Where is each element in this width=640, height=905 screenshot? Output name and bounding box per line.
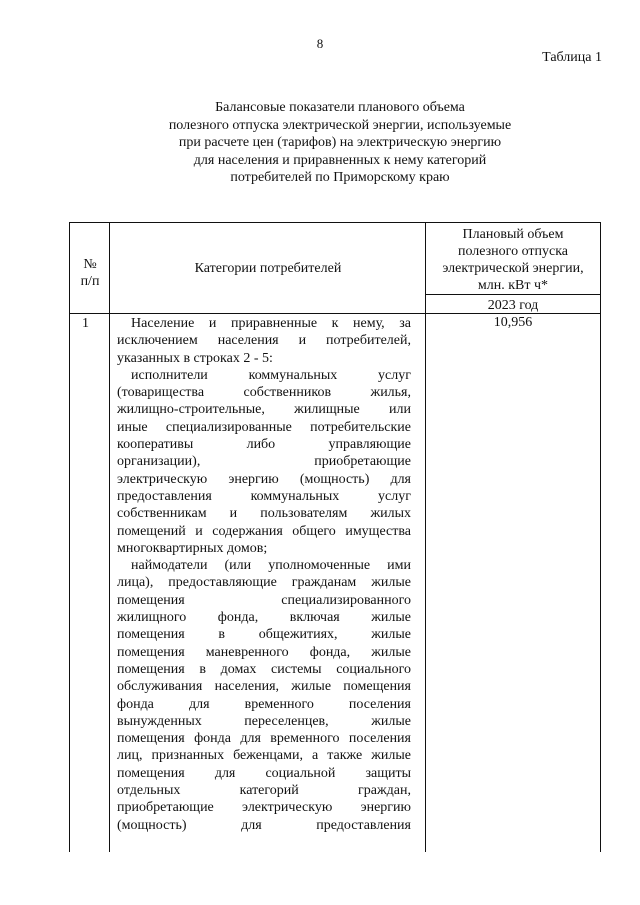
header-year: 2023 год <box>487 298 539 313</box>
text-line: (товарищества собственников жилья, <box>117 385 411 401</box>
balance-table <box>69 222 601 852</box>
text-line: Население и приравненные к нему, за <box>131 316 411 331</box>
text-line: фонда для временного поселения <box>117 696 411 712</box>
text-line: помещений и содержания общего имущества <box>117 523 411 539</box>
title-line: потребителей по Приморскому краю <box>230 170 450 185</box>
text-line: исполнители коммунальных услуг <box>131 367 411 383</box>
table-label: Таблица 1 <box>542 50 602 65</box>
text-line: помещения фонда для временного поселения <box>117 731 411 747</box>
text-line: жилищно-строительные, жилищные или <box>117 402 411 418</box>
header-category: Категории потребителей <box>194 261 342 276</box>
text-line: собственникам и пользователям жилых <box>117 506 411 522</box>
header-number: № п/п <box>80 257 100 289</box>
header-volume: Плановый объем полезного отпуска электрической энергии, млн. кВт ч* <box>442 227 584 293</box>
year-divider <box>426 294 600 295</box>
text-line: наймодатели (или уполномоченные ими <box>131 558 411 574</box>
text-line: приобретающие электрическую энергию <box>117 800 411 816</box>
page-number: 8 <box>316 36 324 51</box>
text-line: иные специализированные потребительские <box>117 419 411 435</box>
text-line: помещения в домах системы социального <box>117 661 411 677</box>
text-line: жилищного фонда, включая жилые <box>117 610 411 626</box>
title-line: для населения и приравненных к нему категорий <box>193 152 487 168</box>
column-divider <box>109 223 110 852</box>
document-title <box>120 99 560 187</box>
row-category-text <box>117 315 411 834</box>
text-line: помещения специализированного <box>117 592 411 608</box>
title-line: Балансовые показатели планового объема <box>215 100 465 115</box>
text-line: многоквартирных домов; <box>117 540 268 556</box>
title-line: полезного отпуска электрической энергии, используемые <box>168 117 512 133</box>
text-line: (мощность) для предоставления <box>117 817 411 833</box>
text-line: обслуживания населения, жилые помещения <box>117 679 411 695</box>
row-value: 10,956 <box>493 315 533 330</box>
row-number: 1 <box>82 316 89 331</box>
text-line: помещения для социальной защиты <box>117 765 411 781</box>
text-line: помещения в общежитиях, жилые <box>117 627 411 643</box>
text-line: указанных в строках 2 - 5: <box>117 350 273 366</box>
text-line: электрическую энергию (мощность) для <box>117 471 411 487</box>
text-line: исключением населения и потребителей, <box>117 333 411 349</box>
text-line: лица), предоставляющие гражданам жилые <box>117 575 411 591</box>
text-line: вынужденных переселенцев, жилые <box>117 713 411 729</box>
text-line: отдельных категорий граждан, <box>117 783 411 799</box>
text-line: кооперативы либо управляющие <box>117 437 411 453</box>
text-line: организации), приобретающие <box>117 454 411 470</box>
title-line: при расчете цен (тарифов) на электрическую энергию <box>178 135 502 150</box>
text-line: помещения маневренного фонда, жилые <box>117 644 411 660</box>
text-line: лиц, признанных беженцами, а также жилые <box>117 748 411 764</box>
text-line: предоставления коммунальных услуг <box>117 488 411 504</box>
